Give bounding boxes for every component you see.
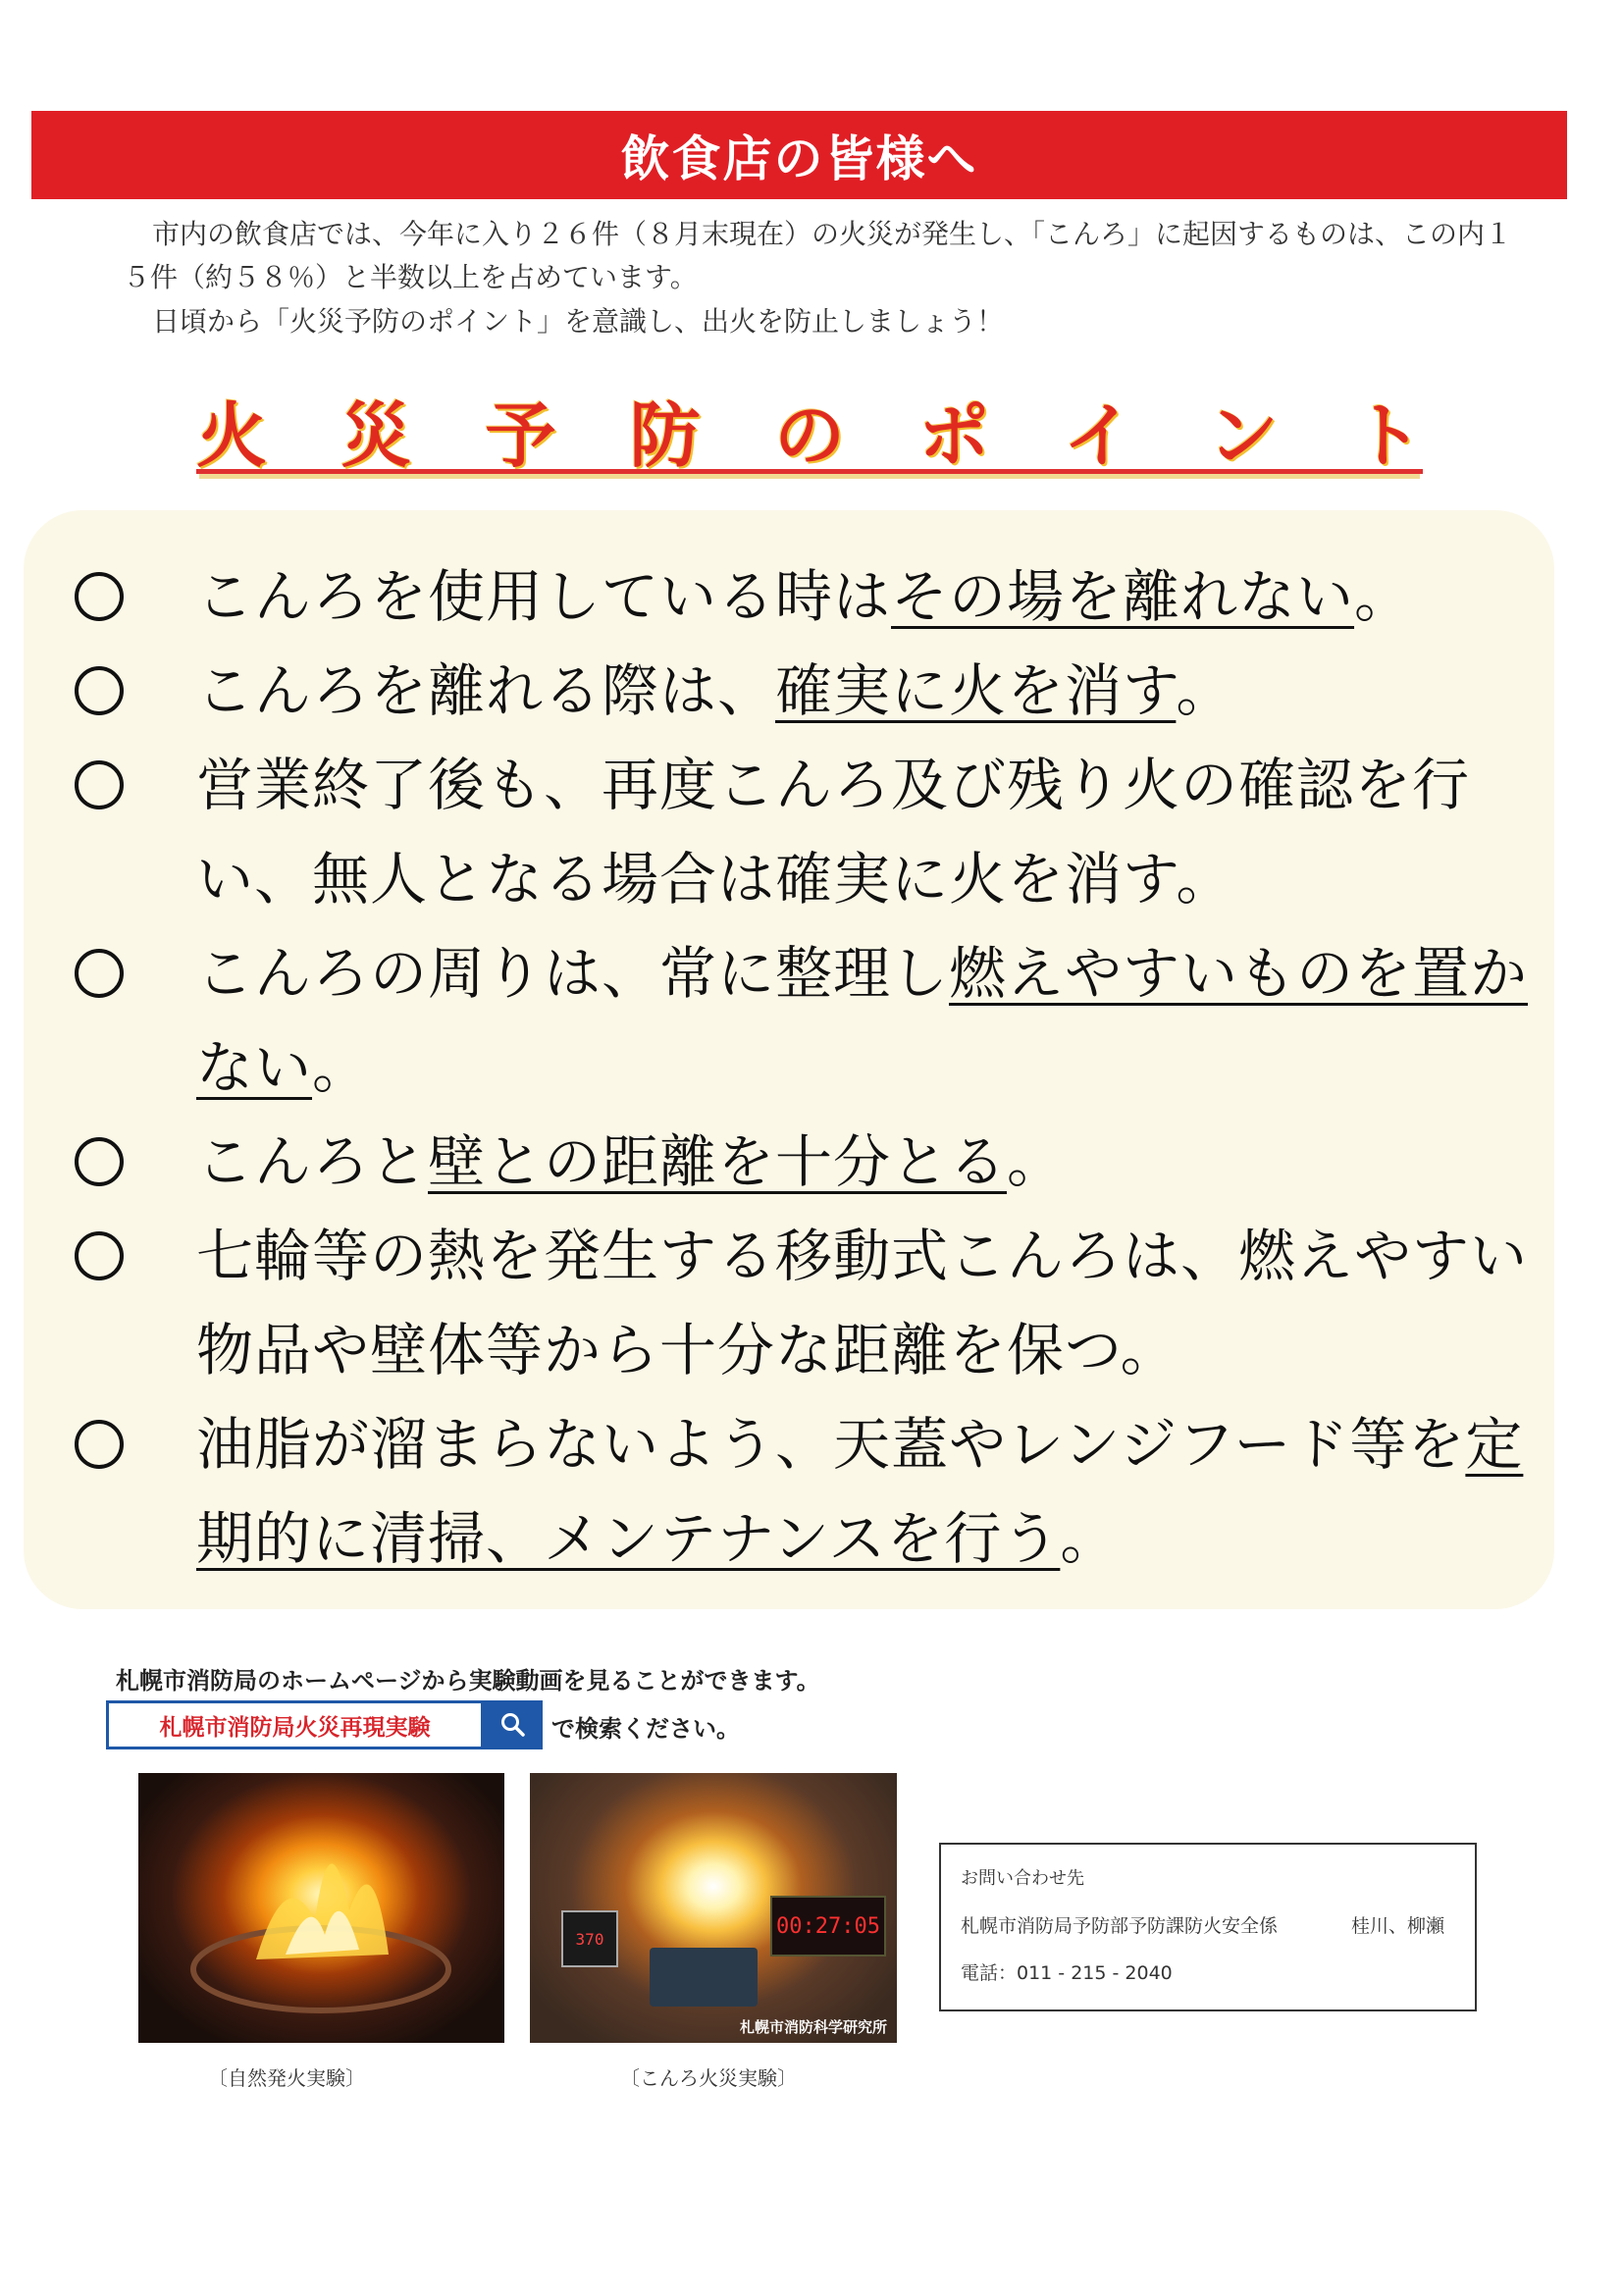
- photo-caption-2: 〔こんろ火災実験〕: [620, 2066, 797, 2090]
- point-text: こんろの周りは、常に整理し燃えやすいものを置かない。: [196, 940, 1529, 1101]
- points-heading-char: ン: [1207, 394, 1279, 477]
- circle-bullet-icon: [75, 1231, 124, 1280]
- point-text: こんろを使用している時はその場を離れない。: [196, 563, 1413, 630]
- point-text: 七輪等の熱を発生する移動式こんろは、燃えやすい物品や壁体等から十分な距離を保つ。: [196, 1223, 1529, 1383]
- point-emphasis: その場を離れない: [891, 563, 1355, 630]
- points-heading-char: ポ: [918, 394, 990, 477]
- points-heading-char: ト: [1351, 394, 1423, 477]
- intro-paragraph-2: 日頃から「火災予防のポイント」を意識し、出火を防止しましょう！: [152, 305, 1005, 338]
- points-heading-char: 災: [340, 394, 412, 477]
- search-query-box[interactable]: [106, 1700, 484, 1749]
- points-heading-char: の: [773, 394, 845, 477]
- points-heading-char: 防: [629, 394, 701, 477]
- point-text: 営業終了後も、再度こんろ及び残り火の確認を行い、無人となる場合は確実に火を消す。: [196, 752, 1471, 913]
- stove-fire-photo: [530, 1773, 897, 2043]
- point-emphasis: 定期的に清掃、メンテナンスを行う: [196, 1411, 1524, 1572]
- contact-phone: 電話：011 - 215 - 2040: [961, 1962, 1173, 1984]
- video-note: 札幌市消防局のホームページから実験動画を見ることができます。: [116, 1667, 820, 1695]
- contact-names: 桂川、柳瀬: [1351, 1915, 1445, 1937]
- points-panel: [24, 510, 1554, 1609]
- timer-display: 00:27:05: [770, 1896, 886, 1957]
- pan-icon: [138, 1773, 504, 2043]
- point-text: こんろを離れる際は、確実に火を消す。: [196, 657, 1234, 724]
- circle-bullet-icon: [75, 1420, 124, 1469]
- points-heading-char: 火: [196, 394, 268, 477]
- circle-bullet-icon: [75, 666, 124, 715]
- intro-paragraph-1: 市内の飲食店では、今年に入り２６件（８月末現在）の火災が発生し、「こんろ」に起因するものは、この内１５件（約５８％）と半数以上を占めています。: [123, 218, 1513, 293]
- title-banner: [31, 111, 1567, 199]
- temperature-display: 370: [561, 1910, 618, 1967]
- circle-bullet-icon: [75, 760, 124, 809]
- point-emphasis: 確実に火を消す: [775, 657, 1177, 724]
- photo-caption-1: 〔自然発火実験〕: [208, 2066, 365, 2090]
- page-title: 飲食店の皆様へ: [620, 130, 978, 187]
- contact-label: お問い合わせ先: [961, 1868, 1084, 1889]
- circle-bullet-icon: [75, 1137, 124, 1186]
- point-text: 油脂が溜まらないよう、天蓋やレンジフード等を定期的に清掃、メンテナンスを行う。: [196, 1411, 1524, 1572]
- point-text: こんろと壁との距離を十分とる。: [196, 1128, 1066, 1195]
- stove-icon: [650, 1948, 758, 2007]
- photo-watermark: 札幌市消防科学研究所: [739, 2018, 887, 2036]
- search-icon: [499, 1711, 527, 1739]
- circle-bullet-icon: [75, 572, 124, 621]
- contact-department: 札幌市消防局予防部予防課防火安全係: [961, 1915, 1279, 1937]
- spontaneous-combustion-photo: [138, 1773, 504, 2043]
- search-query-text: 札幌市消防局火災再現実験: [159, 1714, 431, 1741]
- points-heading-char: 予: [485, 394, 556, 477]
- search-button[interactable]: [484, 1700, 543, 1749]
- points-heading-char: イ: [1063, 394, 1134, 477]
- contact-box: [939, 1843, 1477, 2011]
- point-emphasis: 壁との距離を十分とる: [428, 1128, 1008, 1195]
- points-heading: [196, 391, 1423, 477]
- point-emphasis: 燃えやすいものを置かない: [196, 940, 1529, 1101]
- circle-bullet-icon: [75, 949, 124, 998]
- search-instruction: で検索ください。: [551, 1715, 740, 1743]
